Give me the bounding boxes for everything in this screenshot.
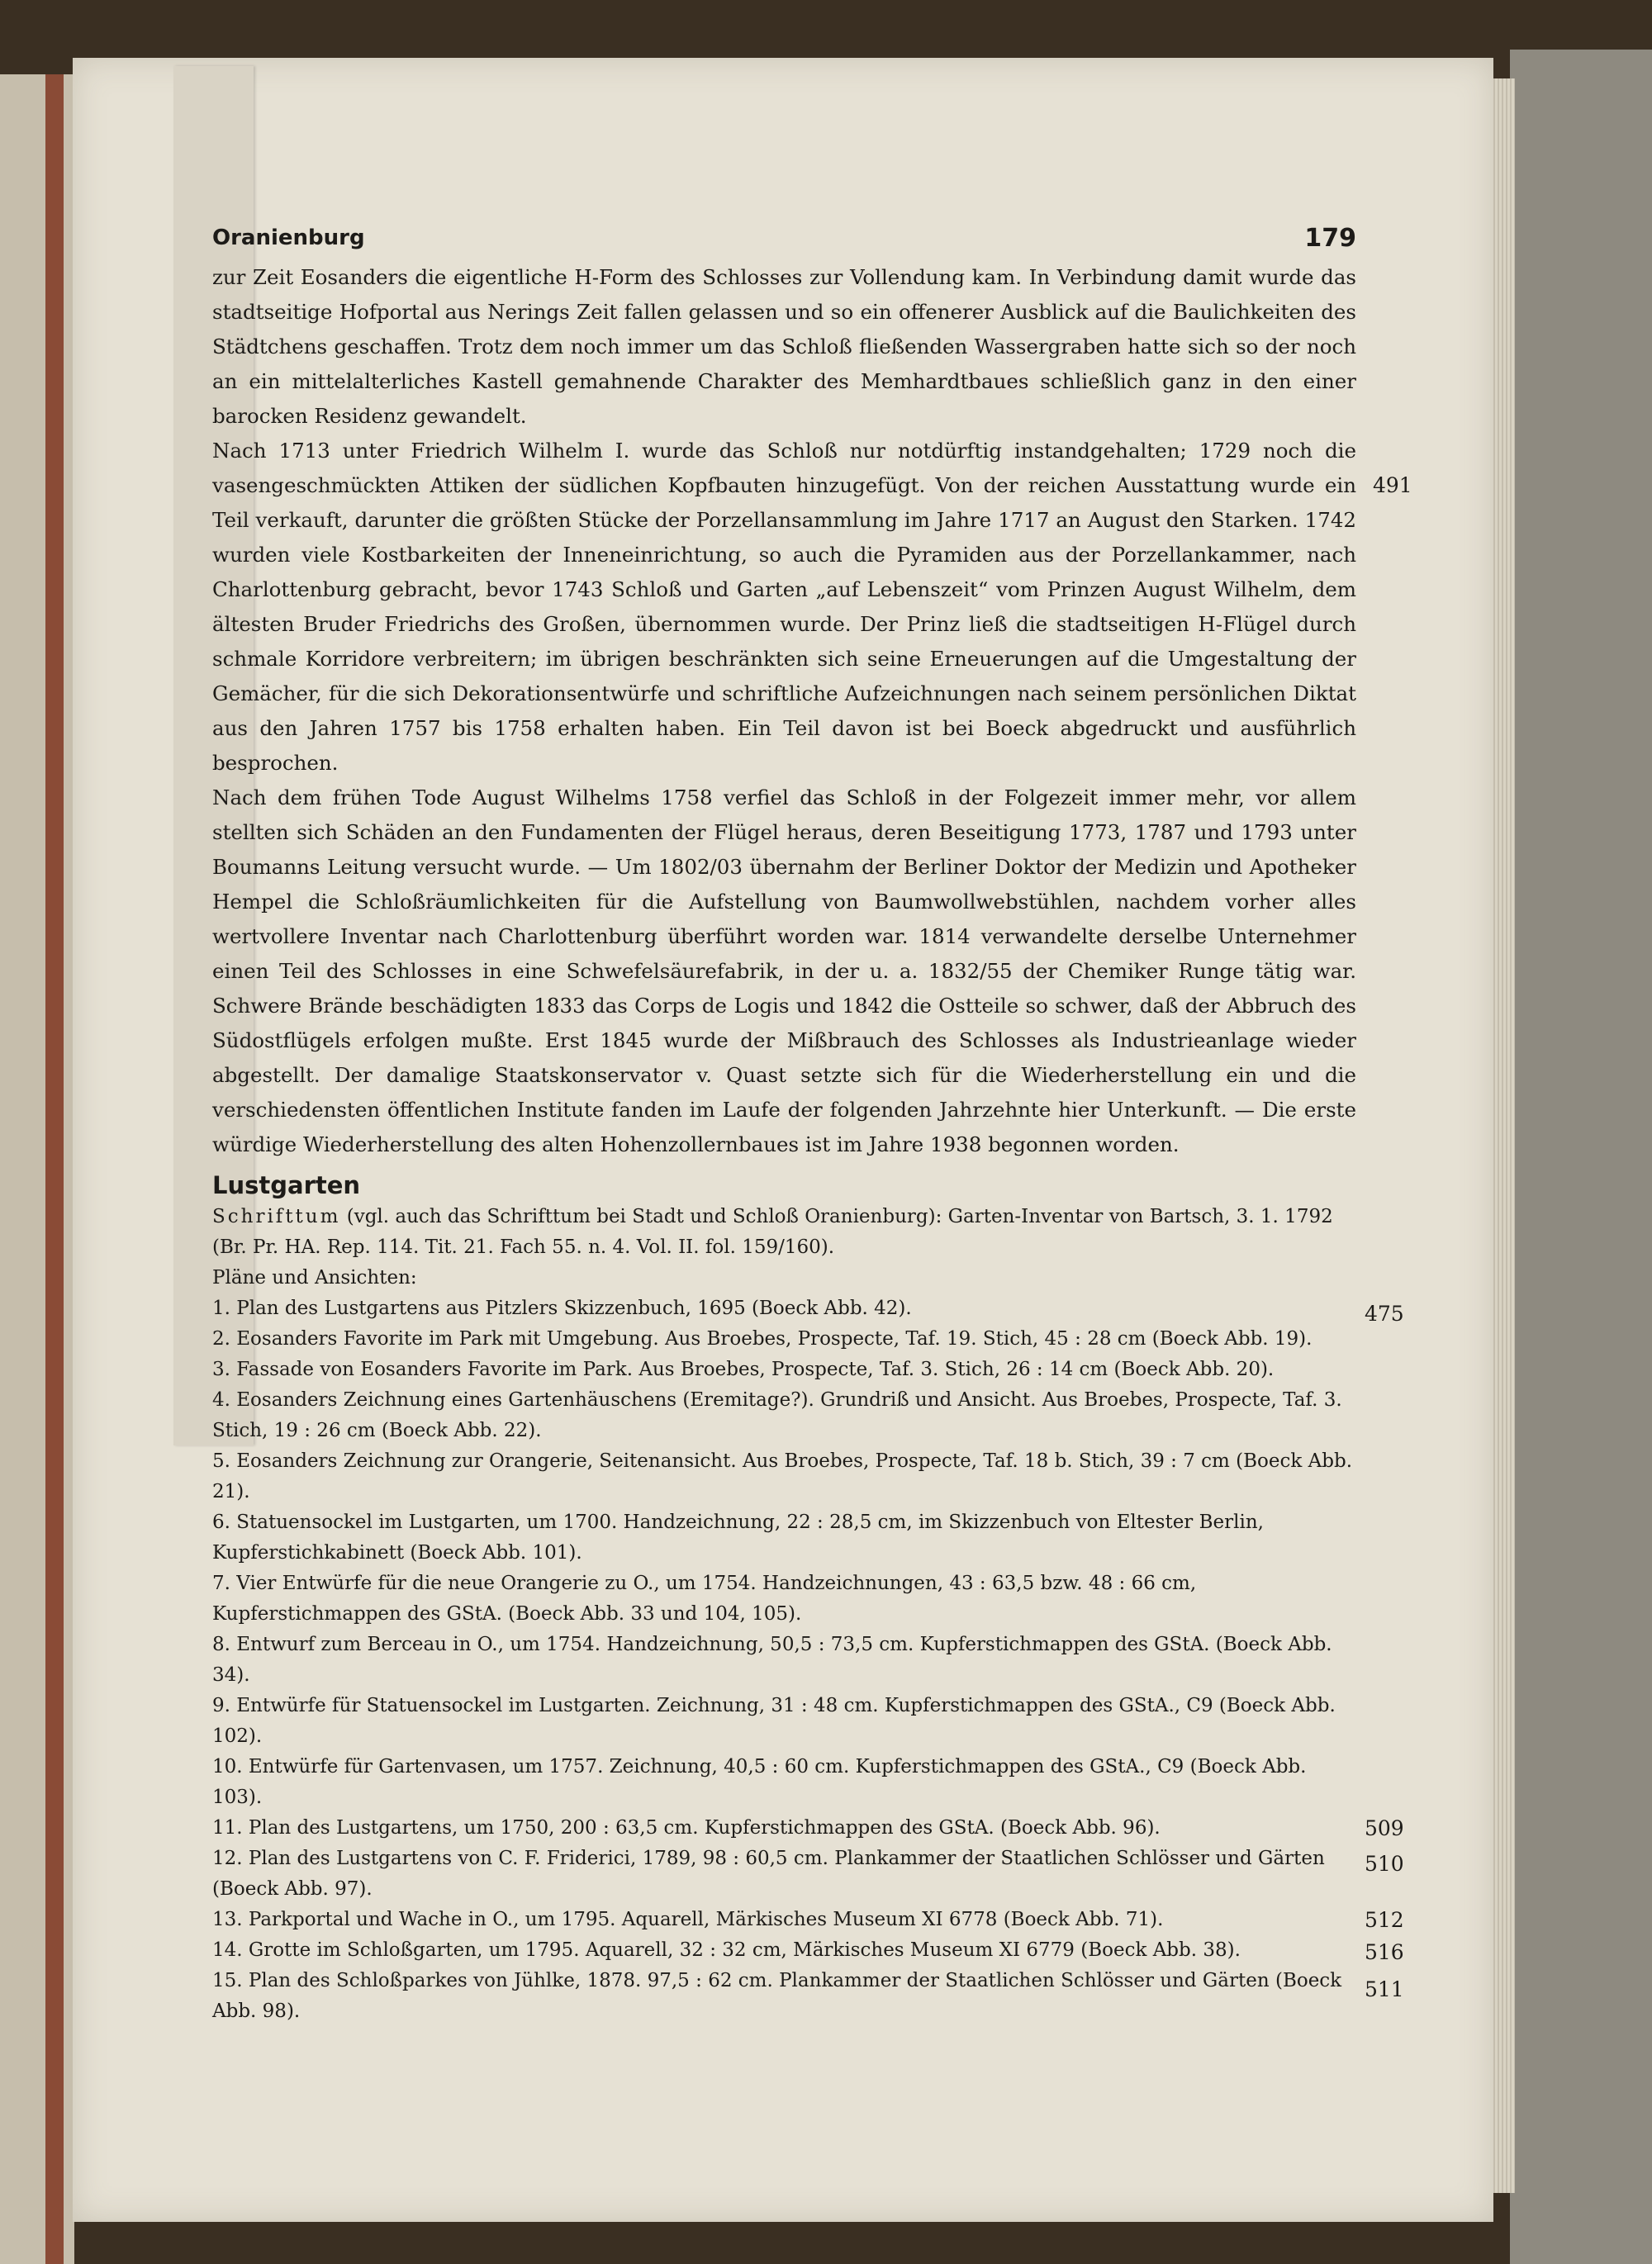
list-item bbox=[212, 1385, 1356, 1446]
list-item bbox=[212, 1966, 1404, 2027]
list-item-text: 3. Fassade von Eosanders Favorite im Park. Aus Broebes, Prospecte, Taf. 3. Stich, 26 : 14 cm (Boeck Abb. 20). bbox=[212, 1359, 1275, 1380]
list-item-text: 6. Statuensockel im Lustgarten, um 1700. Handzeichnung, 22 : 28,5 cm, im Skizzenbuch von Eltester Berlin, Kupferstichkabinett (Boeck Abb. 101). bbox=[212, 1512, 1264, 1564]
running-title: Oranienburg bbox=[212, 225, 365, 250]
margin-reference: 516 bbox=[1365, 1940, 1404, 1964]
margin-reference: 510 bbox=[1365, 1852, 1404, 1876]
margin-reference: 491 bbox=[1373, 473, 1412, 497]
paragraph: Nach dem frühen Tode August Wilhelms 1758 verfiel das Schloß in der Folgezeit immer mehr, vor allem stellten sich Schäden an den Fundamenten der Flügel heraus, deren Beseitigung 1773, 1787 und 1793 unter Boumanns Leitung versucht wurde. — Um 1802/03 übernahm der Berliner Doktor der Medizin und Apotheker Hempel die Schloßräumlichkeiten für die Aufstellung von Baumwollwebstühlen, nachdem vorher alles wertvollere Inventar nach Charlottenburg überführt worden war. 1814 verwandelte derselbe Unternehmer einen Teil des Schlosses in eine Schwefelsäurefabrik, in der u. a. 1832/55 der Chemiker Runge tätig war. Schwere Brände beschädigten 1833 das Corps de Logis und 1842 die Ostteile so schwer, daß der Abbruch des Südostflügels erfolgen mußte. Erst 1845 wurde der Mißbrauch des Schlosses als Industrieanlage wieder abgestellt. Der damalige Staatskonservator v. Quast setzte sich für die Wiederherstellung ein und die verschiedensten öffentlichen Institute fanden im Laufe der folgenden Jahrzehnte hier Unterkunft. — Die erste würdige Wiederherstellung des alten Hohenzollernbaues ist im Jahre 1938 begonnen worden. bbox=[212, 786, 1356, 1156]
list-item bbox=[212, 1446, 1356, 1507]
list-item bbox=[212, 1324, 1356, 1355]
list-item-text: 14. Grotte im Schloßgarten, um 1795. Aquarell, 32 : 32 cm, Märkisches Museum XI 6779 (Boeck Abb. 38). bbox=[212, 1939, 1241, 1961]
paragraph: Nach 1713 unter Friedrich Wilhelm I. wurde das Schloß nur notdürftig instandgehalten; 1729 noch die vasengeschmückten Attiken der südlichen Kopfbauten hinzugefügt. Von der reichen Ausstattung wurde ein Teil verkauft, darunter die größten Stücke der Porzellansammlung im Jahre 1717 an August den Starken. 1742 wurden viele Kostbarkeiten der Inneneinrichtung, so auch die Pyramiden aus der Porzellankammer, nach Charlottenburg gebracht, bevor 1743 Schloß und Garten „auf Lebenszeit“ vom Prinzen August Wilhelm, dem ältesten Bruder Friedrichs des Großen, übernommen wurde. Der Prinz ließ die stadtseitigen H-Flügel durch schmale Korridore verbreitern; im übrigen beschränkten sich seine Erneuerungen auf die Umgestaltung der Gemächer, für die sich Dekorationsentwürfe und schriftliche Aufzeichnungen nach seinem persönlichen Diktat aus den Jahren 1757 bis 1758 erhalten haben. Ein Teil davon ist bei Boeck abgedruckt und ausführlich besprochen. bbox=[212, 439, 1356, 775]
literature-label: Schrifttum bbox=[212, 1206, 341, 1227]
book-cover-edge bbox=[1510, 50, 1652, 2264]
margin-reference: 509 bbox=[1365, 1816, 1404, 1840]
list-item-text: 11. Plan des Lustgartens, um 1750, 200 : 63,5 cm. Kupferstichmappen des GStA. (Boeck Abb. 96). bbox=[212, 1817, 1161, 1839]
list-item bbox=[212, 1752, 1356, 1813]
list-item bbox=[212, 1355, 1356, 1385]
paragraph: zur Zeit Eosanders die eigentliche H-Form des Schlosses zur Vollendung kam. In Verbindung damit wurde das stadtseitige Hofportal aus Nerings Zeit fallen gelassen und so ein offenerer Ausblick auf die Baulichkeiten des Städtchens geschaffen. Trotz dem noch immer um das Schloß fließenden Wassergraben hatte sich so der noch an ein mittelalterliches Kastell gemahnende Charakter des Memhardtbaues schließlich ganz in den einer barocken Residenz gewandelt. bbox=[212, 265, 1356, 428]
book-spine-edge bbox=[45, 74, 64, 2264]
list-item-text: 4. Eosanders Zeichnung eines Gartenhäuschens (Eremitage?). Grundriß und Ansicht. Aus Broebes, Prospecte, Taf. 3. Stich, 19 : 26 cm (Boeck Abb. 22). bbox=[212, 1389, 1342, 1441]
margin-reference: 475 bbox=[1365, 1302, 1404, 1326]
plans-label: Pläne und Ansichten: bbox=[212, 1267, 417, 1289]
list-item-text: 10. Entwürfe für Gartenvasen, um 1757. Zeichnung, 40,5 : 60 cm. Kupferstichmappen des GStA., C9 (Boeck Abb. 103). bbox=[212, 1756, 1307, 1808]
plans-list bbox=[212, 1293, 1404, 2027]
list-item-text: 7. Vier Entwürfe für die neue Orangerie zu O., um 1754. Handzeichnungen, 43 : 63,5 bzw. 48 : 66 cm, Kupferstichmappen des GStA. (Boeck Abb. 33 und 104, 105). bbox=[212, 1573, 1197, 1625]
page-content bbox=[212, 219, 1412, 2027]
list-item bbox=[212, 1569, 1356, 1630]
margin-reference: 511 bbox=[1365, 1977, 1404, 2001]
list-item-text: 8. Entwurf zum Berceau in O., um 1754. Handzeichnung, 50,5 : 73,5 cm. Kupferstichmappen des GStA. (Boeck Abb. 34). bbox=[212, 1634, 1332, 1686]
list-item bbox=[212, 1691, 1356, 1752]
list-item-text: 15. Plan des Schloßparkes von Jühlke, 1878. 97,5 : 62 cm. Plankammer der Staatlichen Schlösser und Gärten (Boeck Abb. 98). bbox=[212, 1970, 1342, 2022]
list-item-text: 5. Eosanders Zeichnung zur Orangerie, Seitenansicht. Aus Broebes, Prospecte, Taf. 18 b. Stich, 39 : 7 cm (Boeck Abb. 21). bbox=[212, 1450, 1352, 1502]
margin-reference: 512 bbox=[1365, 1908, 1404, 1932]
list-item bbox=[212, 1507, 1356, 1569]
list-item bbox=[212, 1905, 1404, 1935]
list-item bbox=[212, 1293, 1404, 1326]
list-item-text: 12. Plan des Lustgartens von C. F. Friderici, 1789, 98 : 60,5 cm. Plankammer der Staatlichen Schlösser und Gärten (Boeck Abb. 97). bbox=[212, 1848, 1325, 1900]
list-item bbox=[212, 1935, 1404, 1966]
section-heading: Lustgarten bbox=[212, 1171, 361, 1199]
running-header bbox=[212, 219, 1356, 260]
main-text bbox=[212, 260, 1412, 1162]
literature-block bbox=[212, 1202, 1356, 1263]
list-item bbox=[212, 1630, 1356, 1691]
list-item-text: 9. Entwürfe für Statuensockel im Lustgarten. Zeichnung, 31 : 48 cm. Kupferstichmappen des GStA., C9 (Boeck Abb. 102). bbox=[212, 1695, 1336, 1747]
list-item bbox=[212, 1813, 1404, 1844]
literature-text: (vgl. auch das Schrifttum bei Stadt und Schloß Oranienburg): Garten-Inventar von Bartsch, 3. 1. 1792 (Br. Pr. HA. Rep. 114. Tit. 21. Fach 55. n. 4. Vol. II. fol. 159/160). bbox=[212, 1206, 1333, 1258]
page-number: 179 bbox=[1304, 224, 1356, 253]
list-item bbox=[212, 1844, 1404, 1905]
list-item-text: 2. Eosanders Favorite im Park mit Umgebung. Aus Broebes, Prospecte, Taf. 19. Stich, 45 : 28 cm (Boeck Abb. 19). bbox=[212, 1328, 1313, 1350]
list-item-text: 13. Parkportal und Wache in O., um 1795. Aquarell, Märkisches Museum XI 6778 (Boeck Abb. 71). bbox=[212, 1909, 1164, 1930]
list-item-text: 1. Plan des Lustgartens aus Pitzlers Skizzenbuch, 1695 (Boeck Abb. 42). bbox=[212, 1298, 912, 1319]
